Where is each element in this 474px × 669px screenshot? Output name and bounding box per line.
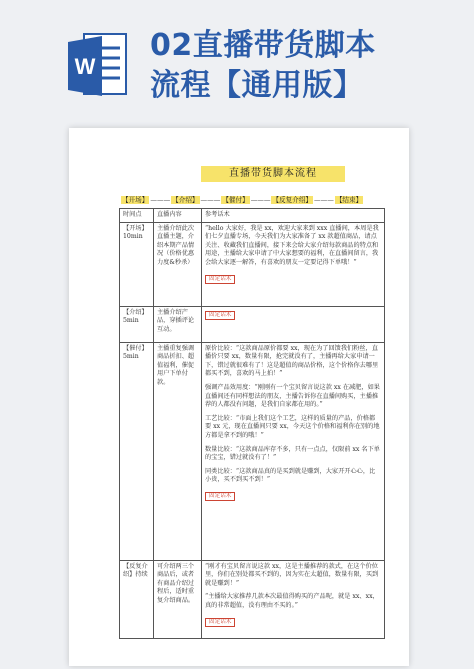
banner-title-line-2: 流程【通用版】: [150, 68, 364, 103]
banner-title-line-1: 02直播带货脚本: [150, 28, 376, 63]
flow-step: 【反复介绍】: [272, 196, 313, 204]
flow-step: 【介绍】: [172, 196, 199, 204]
flow-step: 【催付】: [222, 196, 249, 204]
table-row: [120, 560, 385, 638]
fixed-script-badge: 固定话术: [205, 618, 235, 627]
script-paragraph: “hello 大家好，我是 xx，欢迎大家来到 xxx 直播间，本周是我们七夕直播专场，今天我们为大家准备了 xx 款超值商品，请点关注、收藏我们直播间，接下来会给大家介绍每款商品的特点和用途，主播给大家申请了中大家想要的福利，在直播间留言，我会给大家逐一解答，有喜欢的朋友一定要记得下单哦！”: [205, 224, 379, 266]
time-cell: 【介绍】5min: [120, 306, 154, 342]
script-table: [119, 208, 385, 639]
table-row: [120, 306, 385, 342]
content-cell: 可介绍两三个商品后，或者有商品介绍过程后，适时重复介绍商品。: [154, 560, 202, 638]
time-cell: 【开场】10min: [120, 222, 154, 306]
flow-step: 【结束】: [335, 196, 363, 204]
content-cell: 主播重复强调商品折扣、超值福利，催促用户下单付款。: [154, 342, 202, 560]
script-paragraph: 强调产品效用度：“刚刚有一个宝贝留言说这款 xx 在减肥，如果直播间还有同样想法的朋友，主播告诉你在直播间购买，主播推荐的人都没有问题，是我们自家都在用的。”: [205, 383, 380, 409]
document-page: [69, 128, 409, 666]
table-header-row: [120, 209, 385, 223]
banner-title: [150, 26, 376, 106]
fixed-script-badge: 固定话术: [205, 275, 235, 284]
flow-steps: [121, 195, 381, 206]
script-cell: [202, 342, 385, 560]
time-cell: 【催付】5min: [120, 342, 154, 560]
script-cell: [202, 560, 385, 638]
flow-separator: ———: [150, 196, 171, 204]
document-title: 直播带货脚本流程: [201, 166, 345, 182]
script-paragraph: 数量比较：“这款商品库存不多，只有一点点，仅限前 xx 名下单的宝宝，错过就没有了！”: [205, 445, 380, 462]
flow-separator: ———: [250, 196, 271, 204]
flow-separator: ———: [200, 196, 221, 204]
column-header: 时间点: [120, 209, 154, 223]
script-cell: [202, 222, 385, 306]
script-paragraph: “刚才有宝贝留言说这款 xx，这是主播推荐的款式，在这个价位里，你们在别处都买不到的，因为实在太超值，数量有限，买到就是赚到！”: [205, 562, 379, 587]
time-cell: 【反复介绍】持续: [120, 560, 154, 638]
script-paragraph: 原价比较：“这款商品原价都要 xx，现在为了回馈我们粉丝，直播价只要 xx，数量有限，抢完就没有了，主播再给大家申请一下，错过就很难有了！这是超值的商品价格，这个价格你去哪里都买不到，喜欢的马上拍！”: [205, 344, 379, 378]
column-header: 参考话术: [202, 209, 385, 223]
script-paragraph: “主播给大家推荐几款本次最值得购买的产品呢，就是 xx、xx，真的非常超值，没有理由不买的。”: [205, 593, 379, 609]
content-cell: 主播介绍此次直播主题，介绍本期产品情况（价格优惠力度&秒杀）: [154, 222, 202, 306]
script-paragraph: 工艺比较：“市面上我们这个工艺，这样的质量的产品，价格都要 xx 元，现在直播间只要 xx，今天这个价格和福利你在别的地方都是拿不到的哦！”: [205, 414, 380, 439]
table-row: [120, 342, 385, 560]
table-row: [120, 222, 385, 306]
flow-step: 【开场】: [122, 196, 149, 204]
script-paragraph: 同类比较：“这款商品真的是买到就是赚到，大家开开心心，比小贵，买不到买不到！”: [205, 467, 376, 484]
content-cell: 主播介绍产品，穿插评论互动。: [154, 306, 202, 342]
banner: [0, 0, 474, 118]
fixed-script-badge: 固定话术: [205, 311, 235, 320]
svg-text:W: W: [74, 54, 96, 79]
word-document-icon: [66, 30, 130, 102]
script-cell: [202, 306, 385, 342]
column-header: 直播内容: [154, 209, 202, 223]
flow-separator: ———: [314, 196, 334, 204]
fixed-script-badge: 固定话术: [205, 492, 235, 501]
